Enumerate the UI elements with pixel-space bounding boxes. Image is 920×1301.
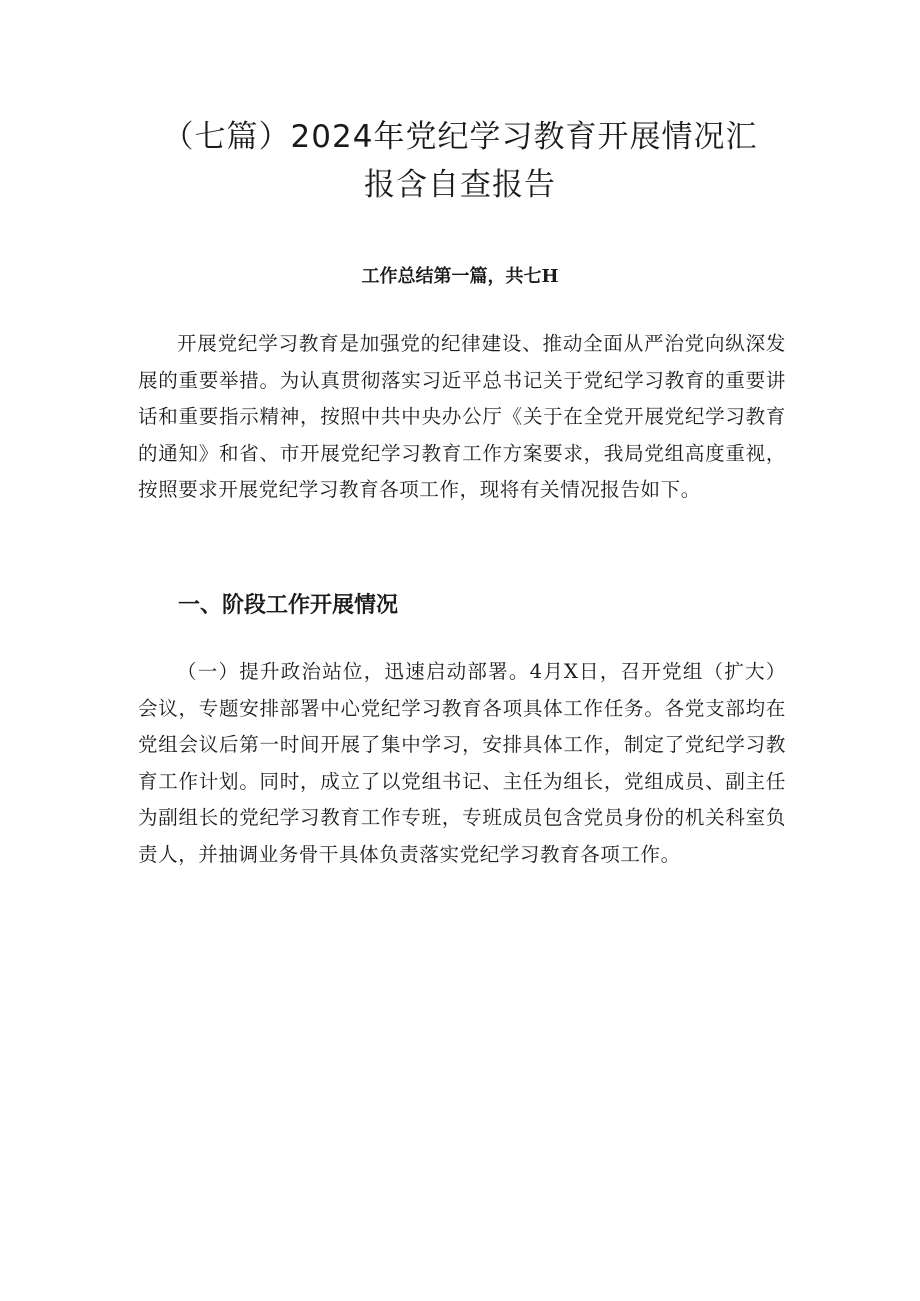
section-paragraph: （一）提升政治站位，迅速启动部署。4月X日，召开党组（扩大）会议，专题安排部署中心党纪学习教育各项具体工作任务。各党支部均在党组会议后第一时间开展了集中学习，安排具体工作，制定了党纪学习教育工作计划。同时，成立了以党组书记、主任为组长，党组成员、副主任为副组长的党纪学习教育工作专班，专班成员包含党员身份的机关科室负责人，并抽调业务骨干具体负责落实党纪学习教育各项工作。 — [138, 660, 786, 866]
document-title-line-1: （七篇）2024年党纪学习教育开展情况汇 — [162, 119, 758, 155]
document-title-line-2: 报含自查报告 — [364, 167, 556, 203]
document-subtitle: 工作总结第一篇，共七H — [361, 266, 559, 287]
intro-paragraph: 开展党纪学习教育是加强党的纪律建设、推动全面从严治党向纵深发展的重要举措。为认真贯彻落实习近平总书记关于党纪学习教育的重要讲话和重要指示精神，按照中共中央办公厅《关于在全党开展党纪学习教育的通知》和省、市开展党纪学习教育工作方案要求，我局党组高度重视，按照要求开展党纪学习教育各项工作，现将有关情况报告如下。 — [138, 332, 786, 501]
section-heading: 一、阶段工作开展情况 — [178, 593, 399, 618]
